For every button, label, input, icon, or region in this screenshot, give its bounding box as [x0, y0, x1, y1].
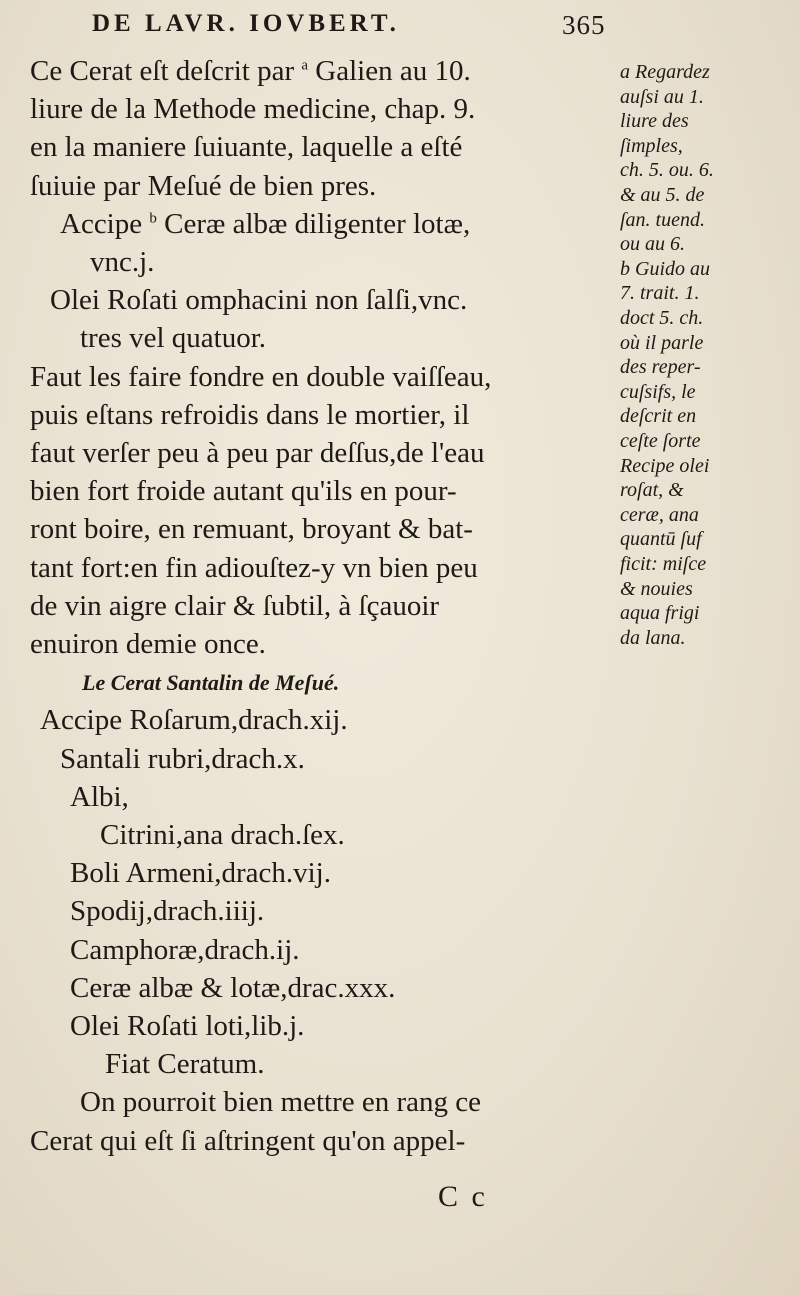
margin-note-line: aqua frigi	[620, 602, 700, 625]
footnote-marker: a	[301, 57, 309, 74]
running-title: DE LAVR. IOVBERT.	[92, 10, 400, 37]
margin-note-line: a Regardez	[620, 61, 710, 83]
margin-note-line: cuſsifs, le	[620, 380, 696, 403]
margin-note-line: quantū ſuf	[620, 528, 702, 551]
margin-note-line: des reper-	[620, 356, 701, 379]
text-line: ſuiuie par Meſué de bien pres.	[30, 169, 377, 202]
text-line: puis eſtans refroidis dans le mortier, il	[30, 398, 470, 431]
text-line: Fiat Ceratum.	[105, 1048, 265, 1081]
text-line: Olei Roſati omphacini non ſalſi,vnc.	[50, 284, 468, 317]
margin-note-line: ſan. tuend.	[620, 208, 705, 231]
margin-note-line: doct 5. ch.	[620, 307, 704, 329]
text-line: On pourroit bien mettre en rang ce	[80, 1086, 482, 1119]
running-header	[92, 10, 606, 40]
margin-note-line: da lana.	[620, 626, 686, 649]
text-line: Le Cerat Santalin de Meſué.	[82, 670, 340, 696]
margin-note-line: où il parle	[620, 331, 704, 354]
margin-note-line: b Guido au	[620, 257, 710, 280]
text-line: Ceræ albæ & lotæ,drac.xxx.	[70, 971, 396, 1004]
margin-note-line: ceſte ſorte	[620, 430, 701, 452]
text-line: Accipe Roſarum,drach.xij.	[40, 704, 348, 737]
text-line: Albi,	[70, 780, 129, 813]
margin-note-line: & nouies	[620, 577, 693, 600]
text-line: enuiron demie once.	[30, 628, 266, 660]
margin-note-line: auſsi au 1.	[620, 85, 704, 108]
margin-note-line: ficit: miſce	[620, 553, 707, 575]
margin-note-line: ou au 6.	[620, 233, 685, 256]
footnote-marker: b	[149, 210, 157, 227]
text-line: Spodij,drach.iiij.	[70, 895, 265, 928]
page-number: 365	[562, 10, 606, 40]
margin-note-line: liure des	[620, 110, 689, 133]
text-line: Olei Roſati loti,lib.j.	[70, 1010, 305, 1042]
text-line: ront boire, en remuant, broyant & bat-	[30, 513, 473, 546]
text-line: Boli Armeni,drach.vij.	[70, 857, 331, 890]
text-line: en la maniere ſuiuante, laquelle a eſté	[30, 131, 463, 164]
signature-mark: C c	[438, 1180, 488, 1213]
text-line: bien fort froide autant qu'ils en pour-	[30, 475, 457, 508]
text-line: Santali rubri,drach.x.	[60, 742, 305, 775]
text-line: vnc.j.	[90, 246, 155, 278]
text-line: tres vel quatuor.	[80, 322, 267, 355]
text-line: Citrini,ana drach.ſex.	[100, 819, 345, 851]
text-line: Ce Cerat eſt deſcrit par $^a$ Galien au 10.	[30, 55, 471, 87]
text-line: Faut les faire fondre en double vaiſſeau,	[30, 360, 492, 393]
text-line: faut verſer peu à peu par deſſus,de l'eau	[30, 437, 485, 469]
margin-note-line: ch. 5. ou. 6.	[620, 159, 714, 182]
margin-note-line: & au 5. de	[620, 184, 705, 206]
margin-note-line: Recipe olei	[620, 454, 710, 477]
text-line: tant fort:en fin adiouſtez-y vn bien peu	[30, 551, 478, 584]
margin-note-line: deſcrit en	[620, 405, 697, 428]
margin-note-line: ſimples,	[620, 134, 683, 157]
margin-note-line: ceræ, ana	[620, 503, 699, 526]
text-line: Cerat qui eſt ſi aſtringent qu'on appel-	[30, 1124, 466, 1157]
margin-note-line: 7. trait. 1.	[620, 282, 700, 305]
text-line: liure de la Methode medicine, chap. 9.	[30, 93, 476, 126]
text-line: Camphoræ,drach.ij.	[70, 933, 300, 966]
text-line: de vin aigre clair & ſubtil, à ſçauoir	[30, 589, 440, 622]
margin-note-line: roſat, &	[620, 479, 684, 502]
text-line: Accipe $^b$ Ceræ albæ diligenter lotæ,	[60, 207, 471, 240]
